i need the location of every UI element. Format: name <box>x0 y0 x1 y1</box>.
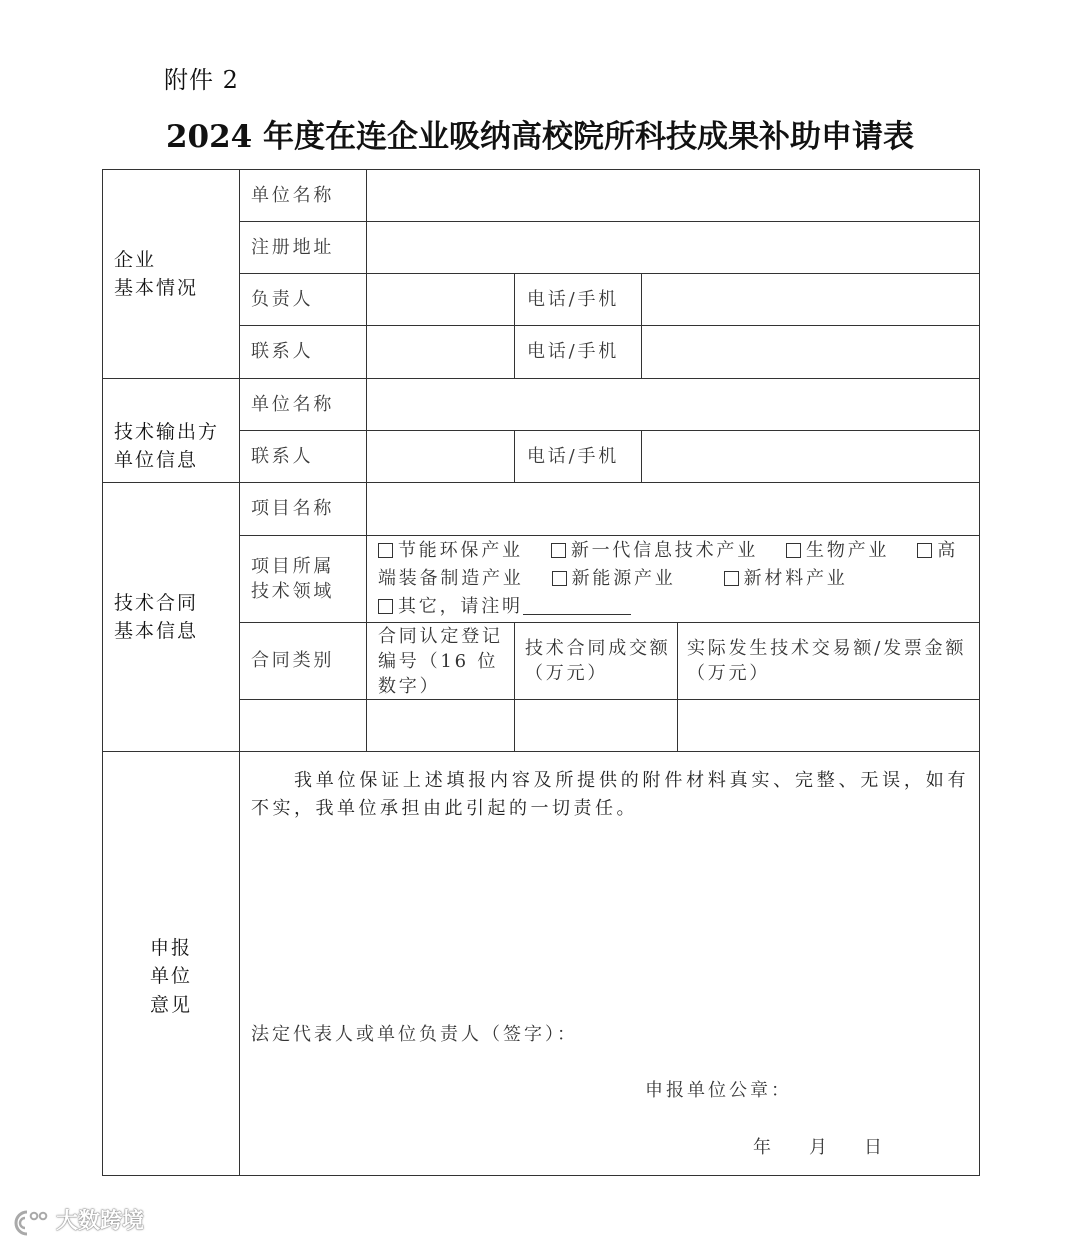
checkbox-icon[interactable] <box>378 543 393 558</box>
form-title: 2024 年度在连企业吸纳高校院所科技成果补助申请表 <box>165 119 915 155</box>
enterprise-contact-phone-field[interactable] <box>642 326 980 379</box>
project-name-row <box>103 483 980 536</box>
section-applicant-opinion-heading <box>103 752 240 1176</box>
tech-field-option-label: 新材料产业 <box>743 568 848 589</box>
provider-contact-phone-label: 电话/手机 <box>515 431 642 483</box>
section-heading-line: 意见 <box>149 993 192 1016</box>
section-heading-line: 单位 <box>149 965 192 988</box>
declaration-text: 我单位保证上述填报内容及所提供的附件材料真实、完整、无误，如有不实，我单位承担由此引起的一切责任。 <box>251 770 969 819</box>
tech-field-option-biotech[interactable] <box>786 540 889 561</box>
date-month-label: 月 <box>809 1137 830 1158</box>
applicant-opinion-row <box>103 752 980 1176</box>
tech-field-label-line: 技术领域 <box>251 581 335 602</box>
tech-field-option-other[interactable] <box>378 593 971 621</box>
section-heading-line: 企业 <box>114 249 157 271</box>
attachment-label: 附件 2 <box>164 66 239 94</box>
provider-contact-label: 联系人 <box>240 431 367 483</box>
applicant-opinion-area <box>240 752 980 1176</box>
enterprise-contact-label: 联系人 <box>240 326 367 379</box>
contract-amount-field[interactable] <box>515 700 678 752</box>
enterprise-principal-phone-label: 电话/手机 <box>515 274 642 326</box>
contract-amount-header-line: 技术合同成交额 <box>525 638 671 659</box>
provider-name-label: 单位名称 <box>240 379 367 431</box>
section-enterprise-heading <box>103 170 240 379</box>
enterprise-contact-field[interactable] <box>367 326 515 379</box>
section-heading-line: 单位信息 <box>114 448 199 471</box>
legal-representative-signature-label: 法定代表人或单位负责人（签字）： <box>251 1024 578 1045</box>
project-name-field[interactable] <box>367 483 980 536</box>
enterprise-contact-phone-label: 电话/手机 <box>515 326 642 379</box>
provider-name-field[interactable] <box>367 379 980 431</box>
checkbox-icon[interactable] <box>378 599 393 614</box>
provider-contact-phone-field[interactable] <box>642 431 980 483</box>
provider-name-row <box>103 379 980 431</box>
actual-amount-header-unit: （万元） <box>687 663 771 684</box>
enterprise-name-field[interactable] <box>367 170 980 222</box>
tech-field-option-label: 生物产业 <box>806 540 890 561</box>
actual-amount-field[interactable] <box>678 700 980 752</box>
tech-field-option-label: 节能环保产业 <box>398 540 523 561</box>
tech-field-label-line: 项目所属 <box>251 556 335 577</box>
tech-field-option-label: 其它，请注明 <box>398 596 523 617</box>
other-specify-blank[interactable] <box>523 596 631 615</box>
section-heading-line: 基本信息 <box>114 620 199 642</box>
tech-field-options <box>367 536 980 623</box>
tech-field-option-next-gen-it[interactable] <box>551 540 758 561</box>
contract-type-field[interactable] <box>240 700 367 752</box>
watermark-text: 大数跨境 <box>56 1209 145 1234</box>
contract-type-label: 合同类别 <box>240 623 367 700</box>
checkbox-icon[interactable] <box>551 543 566 558</box>
enterprise-name-label: 单位名称 <box>240 170 367 222</box>
enterprise-name-row <box>103 170 980 222</box>
enterprise-principal-phone-field[interactable] <box>642 274 980 326</box>
tech-field-option-new-materials[interactable] <box>724 568 848 589</box>
checkbox-icon[interactable] <box>724 571 739 586</box>
section-heading-line: 申报 <box>149 936 192 959</box>
enterprise-address-label: 注册地址 <box>240 222 367 274</box>
tech-field-option-label: 高端装备制造产业 <box>378 540 959 589</box>
watermark <box>8 1205 150 1239</box>
tech-field-option-energy-saving[interactable] <box>378 540 523 561</box>
tech-field-option-label: 新能源产业 <box>571 568 676 589</box>
application-form-table <box>102 169 980 1176</box>
contract-amount-header <box>515 623 678 700</box>
applicant-seal-label: 申报单位公章： <box>645 1080 792 1101</box>
watermark-logo-icon <box>8 1207 50 1237</box>
section-tech-provider-heading <box>103 379 240 483</box>
tech-field-option-label: 新一代信息技术产业 <box>570 540 759 561</box>
actual-amount-header <box>678 623 980 700</box>
registration-number-field[interactable] <box>367 700 515 752</box>
section-heading-line: 基本情况 <box>114 277 199 299</box>
contract-amount-header-unit: （万元） <box>525 663 609 684</box>
tech-field-label <box>240 536 367 623</box>
section-heading-line: 技术合同 <box>114 592 199 614</box>
opinion-content <box>240 752 979 1174</box>
checkbox-icon[interactable] <box>552 571 567 586</box>
enterprise-principal-field[interactable] <box>367 274 515 326</box>
section-contract-heading <box>103 483 240 752</box>
date-day-label: 日 <box>864 1137 885 1158</box>
date-year-label: 年 <box>753 1137 774 1158</box>
enterprise-principal-label: 负责人 <box>240 274 367 326</box>
provider-contact-field[interactable] <box>367 431 515 483</box>
project-name-label: 项目名称 <box>240 483 367 536</box>
checkbox-icon[interactable] <box>917 543 932 558</box>
section-heading-line: 技术输出方 <box>114 420 220 443</box>
actual-amount-header-line: 实际发生技术交易额/发票金额 <box>687 638 967 659</box>
enterprise-address-field[interactable] <box>367 222 980 274</box>
tech-field-option-new-energy[interactable] <box>552 568 676 589</box>
registration-number-header: 合同认定登记编号（16 位数字） <box>367 623 515 700</box>
checkbox-icon[interactable] <box>786 543 801 558</box>
